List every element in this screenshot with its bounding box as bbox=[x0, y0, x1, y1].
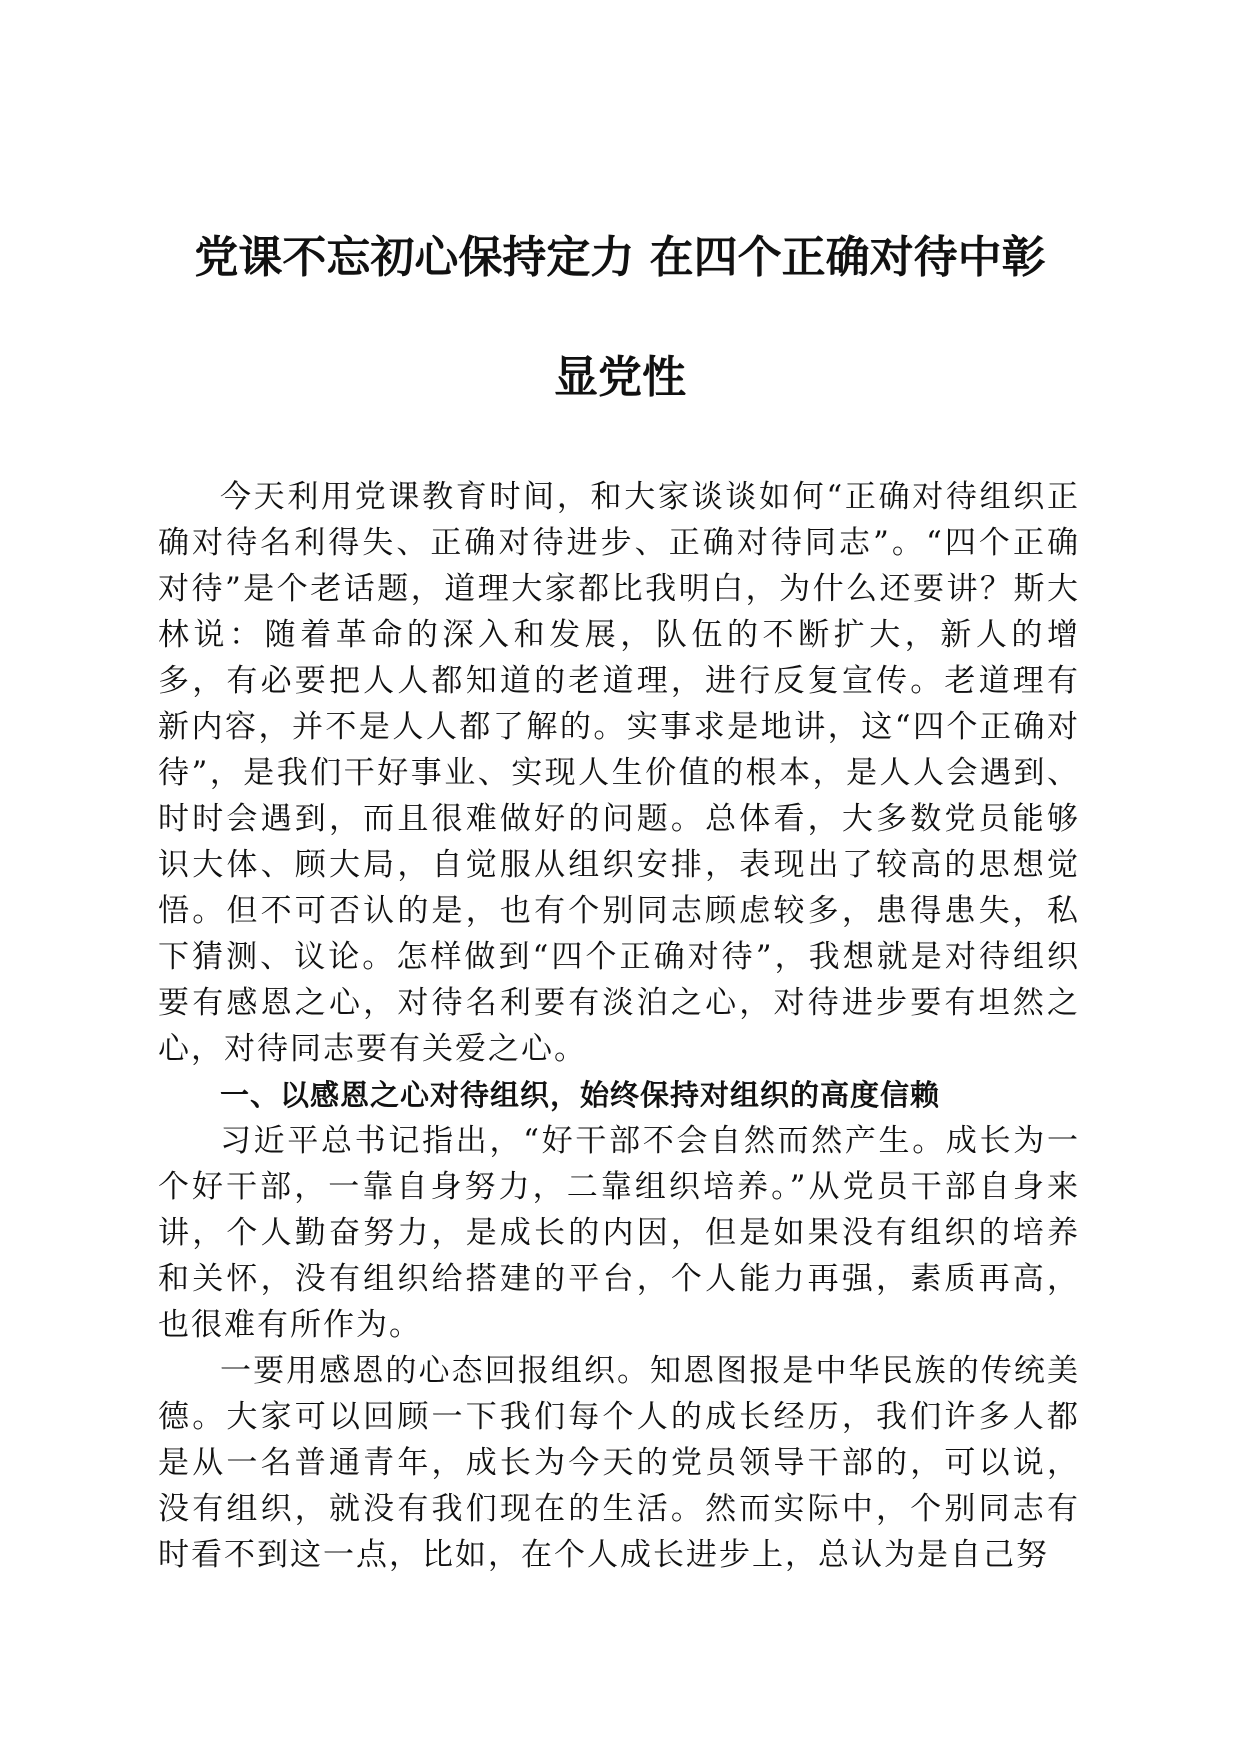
section-paragraph: 习近平总书记指出，“好干部不会自然而然产生。成长为一个好干部，一靠自身努力，二靠组织培养。”从党员干部自身来讲，个人勤奋努力，是成长的内因，但是如果没有组织的培养和关怀，没有组织给搭建的平台，个人能力再强，素质再高，也很难有所作为。 bbox=[158, 1123, 1080, 1343]
section-heading: 一、以感恩之心对待组织，始终保持对组织的高度信赖 bbox=[220, 1078, 941, 1112]
intro-paragraph: 今天利用党课教育时间，和大家谈谈如何“正确对待组织正确对待名利得失、正确对待进步、正确对待同志”。“四个正确对待”是个老话题，道理大家都比我明白，为什么还要讲？斯大林说：随着革命的深入和发展，队伍的不断扩大，新人的增多，有必要把人人都知道的老道理，进行反复宣传。老道理有新内容，并不是人人都了解的。实事求是地讲，这“四个正确对待”，是我们干好事业、实现人生价值的根本，是人人会遇到、时时会遇到，而且很难做好的问题。总体看，大多数党员能够识大体、顾大局，自觉服从组织安排，表现出了较高的思想觉悟。但不可否认的是，也有个别同志顾虑较多，患得患失，私下猜测、议论。怎样做到“四个正确对待”，我想就是对待组织要有感恩之心，对待名利要有淡泊之心，对待进步要有坦然之心，对待同志要有关爱之心。 bbox=[158, 479, 1080, 1067]
document-body bbox=[158, 474, 1080, 1578]
document-title-line-2: 显党性 bbox=[554, 352, 686, 403]
document-title-line-1: 党课不忘初心保持定力 在四个正确对待中彰 bbox=[194, 232, 1046, 283]
section-paragraph: 一要用感恩的心态回报组织。知恩图报是中华民族的传统美德。大家可以回顾一下我们每个人的成长经历，我们许多人都是从一名普通青年，成长为今天的党员领导干部的，可以说，没有组织，就没有我们现在的生活。然而实际中，个别同志有时看不到这一点，比如，在个人成长进步上，总认为是自己努 bbox=[158, 1353, 1080, 1573]
